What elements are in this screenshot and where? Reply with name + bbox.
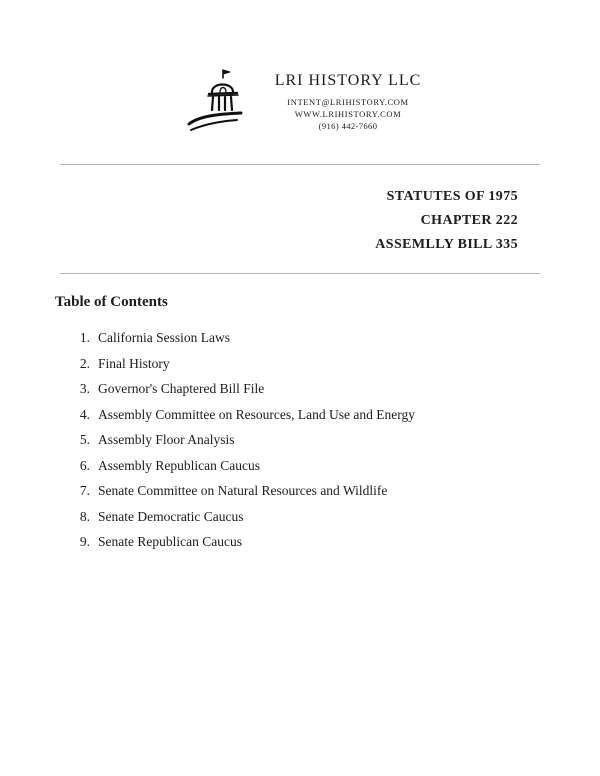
company-name: LRI HISTORY LLC <box>274 72 422 89</box>
toc-item <box>72 325 600 351</box>
statute-year: STATUTES OF 1975 <box>386 189 518 204</box>
toc-item-label: Senate Committee on Natural Resources and Wildlife <box>98 483 388 498</box>
letterhead-text <box>275 62 422 132</box>
toc-item-number: 1. <box>79 330 90 345</box>
statute-block <box>0 165 600 257</box>
capitol-logo-icon <box>179 66 251 140</box>
toc-item <box>72 351 600 377</box>
toc-item-label: Senate Republican Caucus <box>98 534 242 549</box>
toc-item <box>72 478 600 504</box>
company-website: WWW.LRIHISTORY.COM <box>294 109 402 119</box>
toc-item <box>72 453 600 479</box>
toc-item <box>72 402 600 428</box>
toc-item-number: 4. <box>79 406 90 422</box>
toc-item <box>72 529 600 555</box>
toc-item-label: Governor's Chaptered Bill File <box>98 381 265 396</box>
toc-item-label: Final History <box>98 355 170 371</box>
toc-item-label: Assembly Committee on Resources, Land Use and Energy <box>98 406 415 422</box>
toc-item <box>72 504 600 530</box>
toc-list <box>0 325 600 555</box>
toc-item-number: 2. <box>79 355 90 371</box>
toc-item-number: 5. <box>79 432 90 447</box>
divider-bottom <box>60 273 540 274</box>
toc-item-number: 9. <box>79 534 90 549</box>
toc-item-label: Assembly Floor Analysis <box>98 432 235 447</box>
toc-item <box>72 376 600 402</box>
company-phone: (916) 442-7660 <box>318 121 378 131</box>
toc-item-label: Senate Democratic Caucus <box>98 508 244 524</box>
letterhead <box>0 0 600 140</box>
statute-chapter: CHAPTER 222 <box>420 213 518 228</box>
company-email: INTENT@LRIHISTORY.COM <box>287 97 409 107</box>
statute-bill: ASSEMLLY BILL 335 <box>375 237 518 252</box>
toc-item <box>72 427 600 453</box>
toc-item-number: 8. <box>79 508 90 524</box>
toc-item-number: 6. <box>79 457 90 473</box>
toc-item-number: 3. <box>79 381 90 396</box>
toc-heading: Table of Contents <box>55 294 168 310</box>
toc-item-number: 7. <box>79 483 90 498</box>
toc-item-label: California Session Laws <box>98 330 230 345</box>
toc-item-label: Assembly Republican Caucus <box>98 457 260 473</box>
